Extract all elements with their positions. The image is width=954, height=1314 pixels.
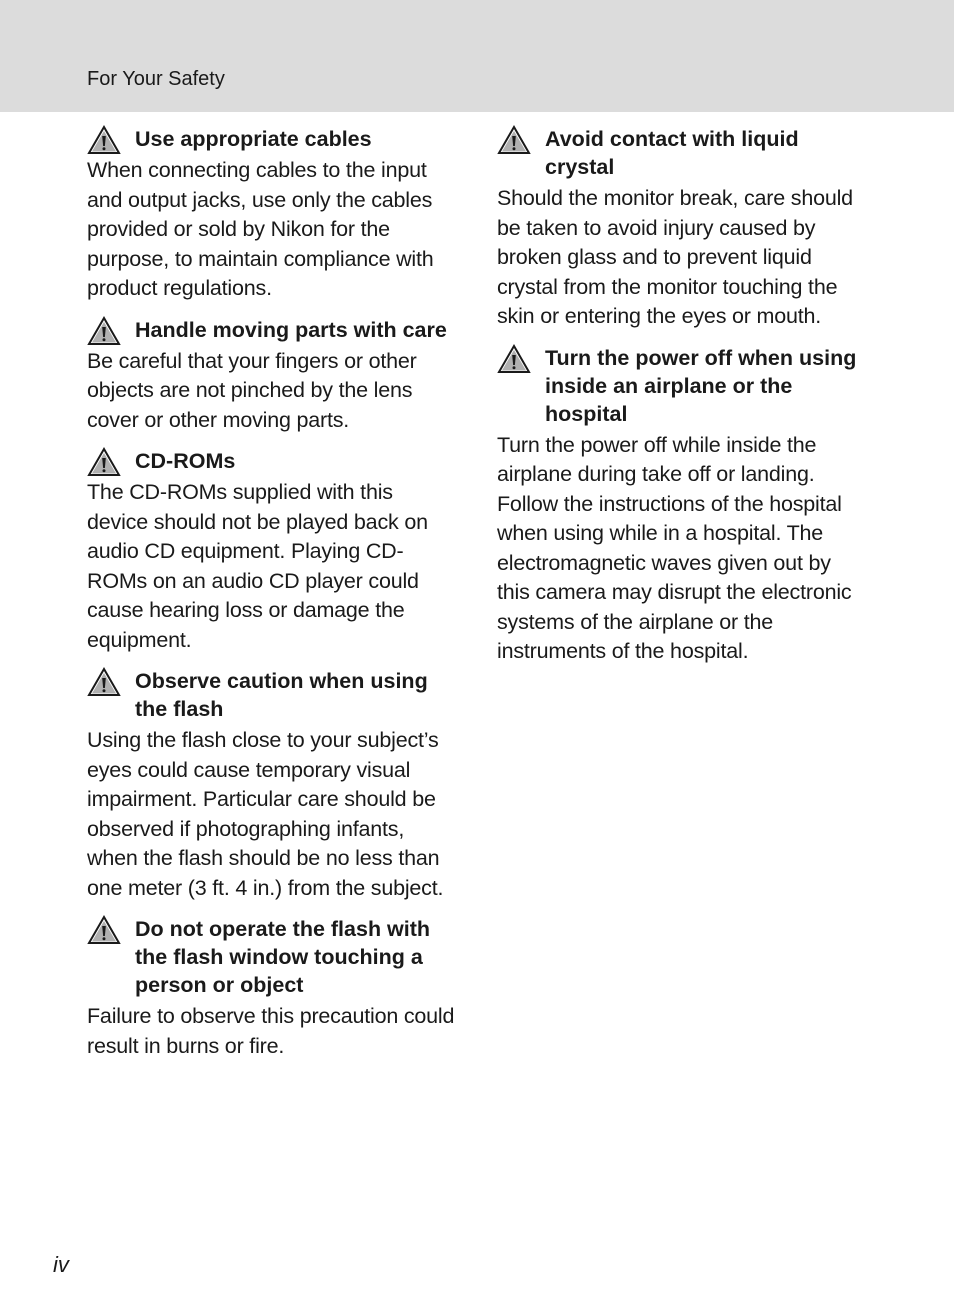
section-heading: Use appropriate cables xyxy=(135,127,372,151)
section-body: Be careful that your fingers or other objects are not pinched by the lens cover or other moving parts. xyxy=(87,348,417,432)
section-body: Turn the power off while inside the airplane during take off or landing. Follow the instructions of the hospital when using while in a hospital. The electromagnetic waves given out by this camera may disrupt the electronic systems of the airplane or the instruments of the hospital. xyxy=(497,432,852,663)
header-band xyxy=(0,0,954,112)
section-body: The CD-ROMs supplied with this device should not be played back on audio CD equipment. Playing CD-ROMs on an audio CD player could cause hearing loss or damage the equipment. xyxy=(87,480,428,652)
safety-section xyxy=(87,316,459,436)
section-heading: Avoid contact with liquid crystal xyxy=(545,127,799,179)
section-heading: Do not operate the flash with the flash window touching a person or object xyxy=(135,917,431,997)
right-column xyxy=(497,125,869,679)
page-number: iv xyxy=(53,1252,69,1277)
section-heading: Turn the power off when using inside an airplane or the hospital xyxy=(545,345,857,426)
safety-section xyxy=(497,344,869,667)
safety-section xyxy=(87,447,459,655)
warning-triangle-icon xyxy=(87,316,121,346)
section-heading: Handle moving parts with care xyxy=(135,317,447,342)
warning-triangle-icon xyxy=(87,125,121,155)
section-heading: Observe caution when using the flash xyxy=(135,669,428,721)
section-body: Should the monitor break, care should be taken to avoid injury caused by broken glass and to prevent liquid crystal from the monitor touching the skin or entering the eyes or mouth. xyxy=(497,186,853,328)
warning-triangle-icon xyxy=(87,667,121,697)
warning-triangle-icon xyxy=(87,915,121,945)
warning-triangle-icon xyxy=(87,447,121,477)
safety-section xyxy=(87,915,459,1061)
page-header-title: For Your Safety xyxy=(87,68,225,90)
safety-section xyxy=(87,667,459,903)
section-body: When connecting cables to the input and output jacks, use only the cables provided or sold by Nikon for the purpose, to maintain compliance with product regulations. xyxy=(87,158,434,300)
section-body: Failure to observe this precaution could result in burns or fire. xyxy=(87,1004,455,1058)
left-column xyxy=(87,125,459,1073)
warning-triangle-icon xyxy=(497,344,531,374)
safety-section xyxy=(497,125,869,332)
section-heading: CD-ROMs xyxy=(135,449,236,473)
safety-section xyxy=(87,125,459,304)
section-body: Using the flash close to your subject’s eyes could cause temporary visual impairment. Particular care should be observed if photographing infants, when the flash should be no less than one meter (3 ft. 4 in.) from the subject. xyxy=(87,728,444,900)
warning-triangle-icon xyxy=(497,125,531,155)
